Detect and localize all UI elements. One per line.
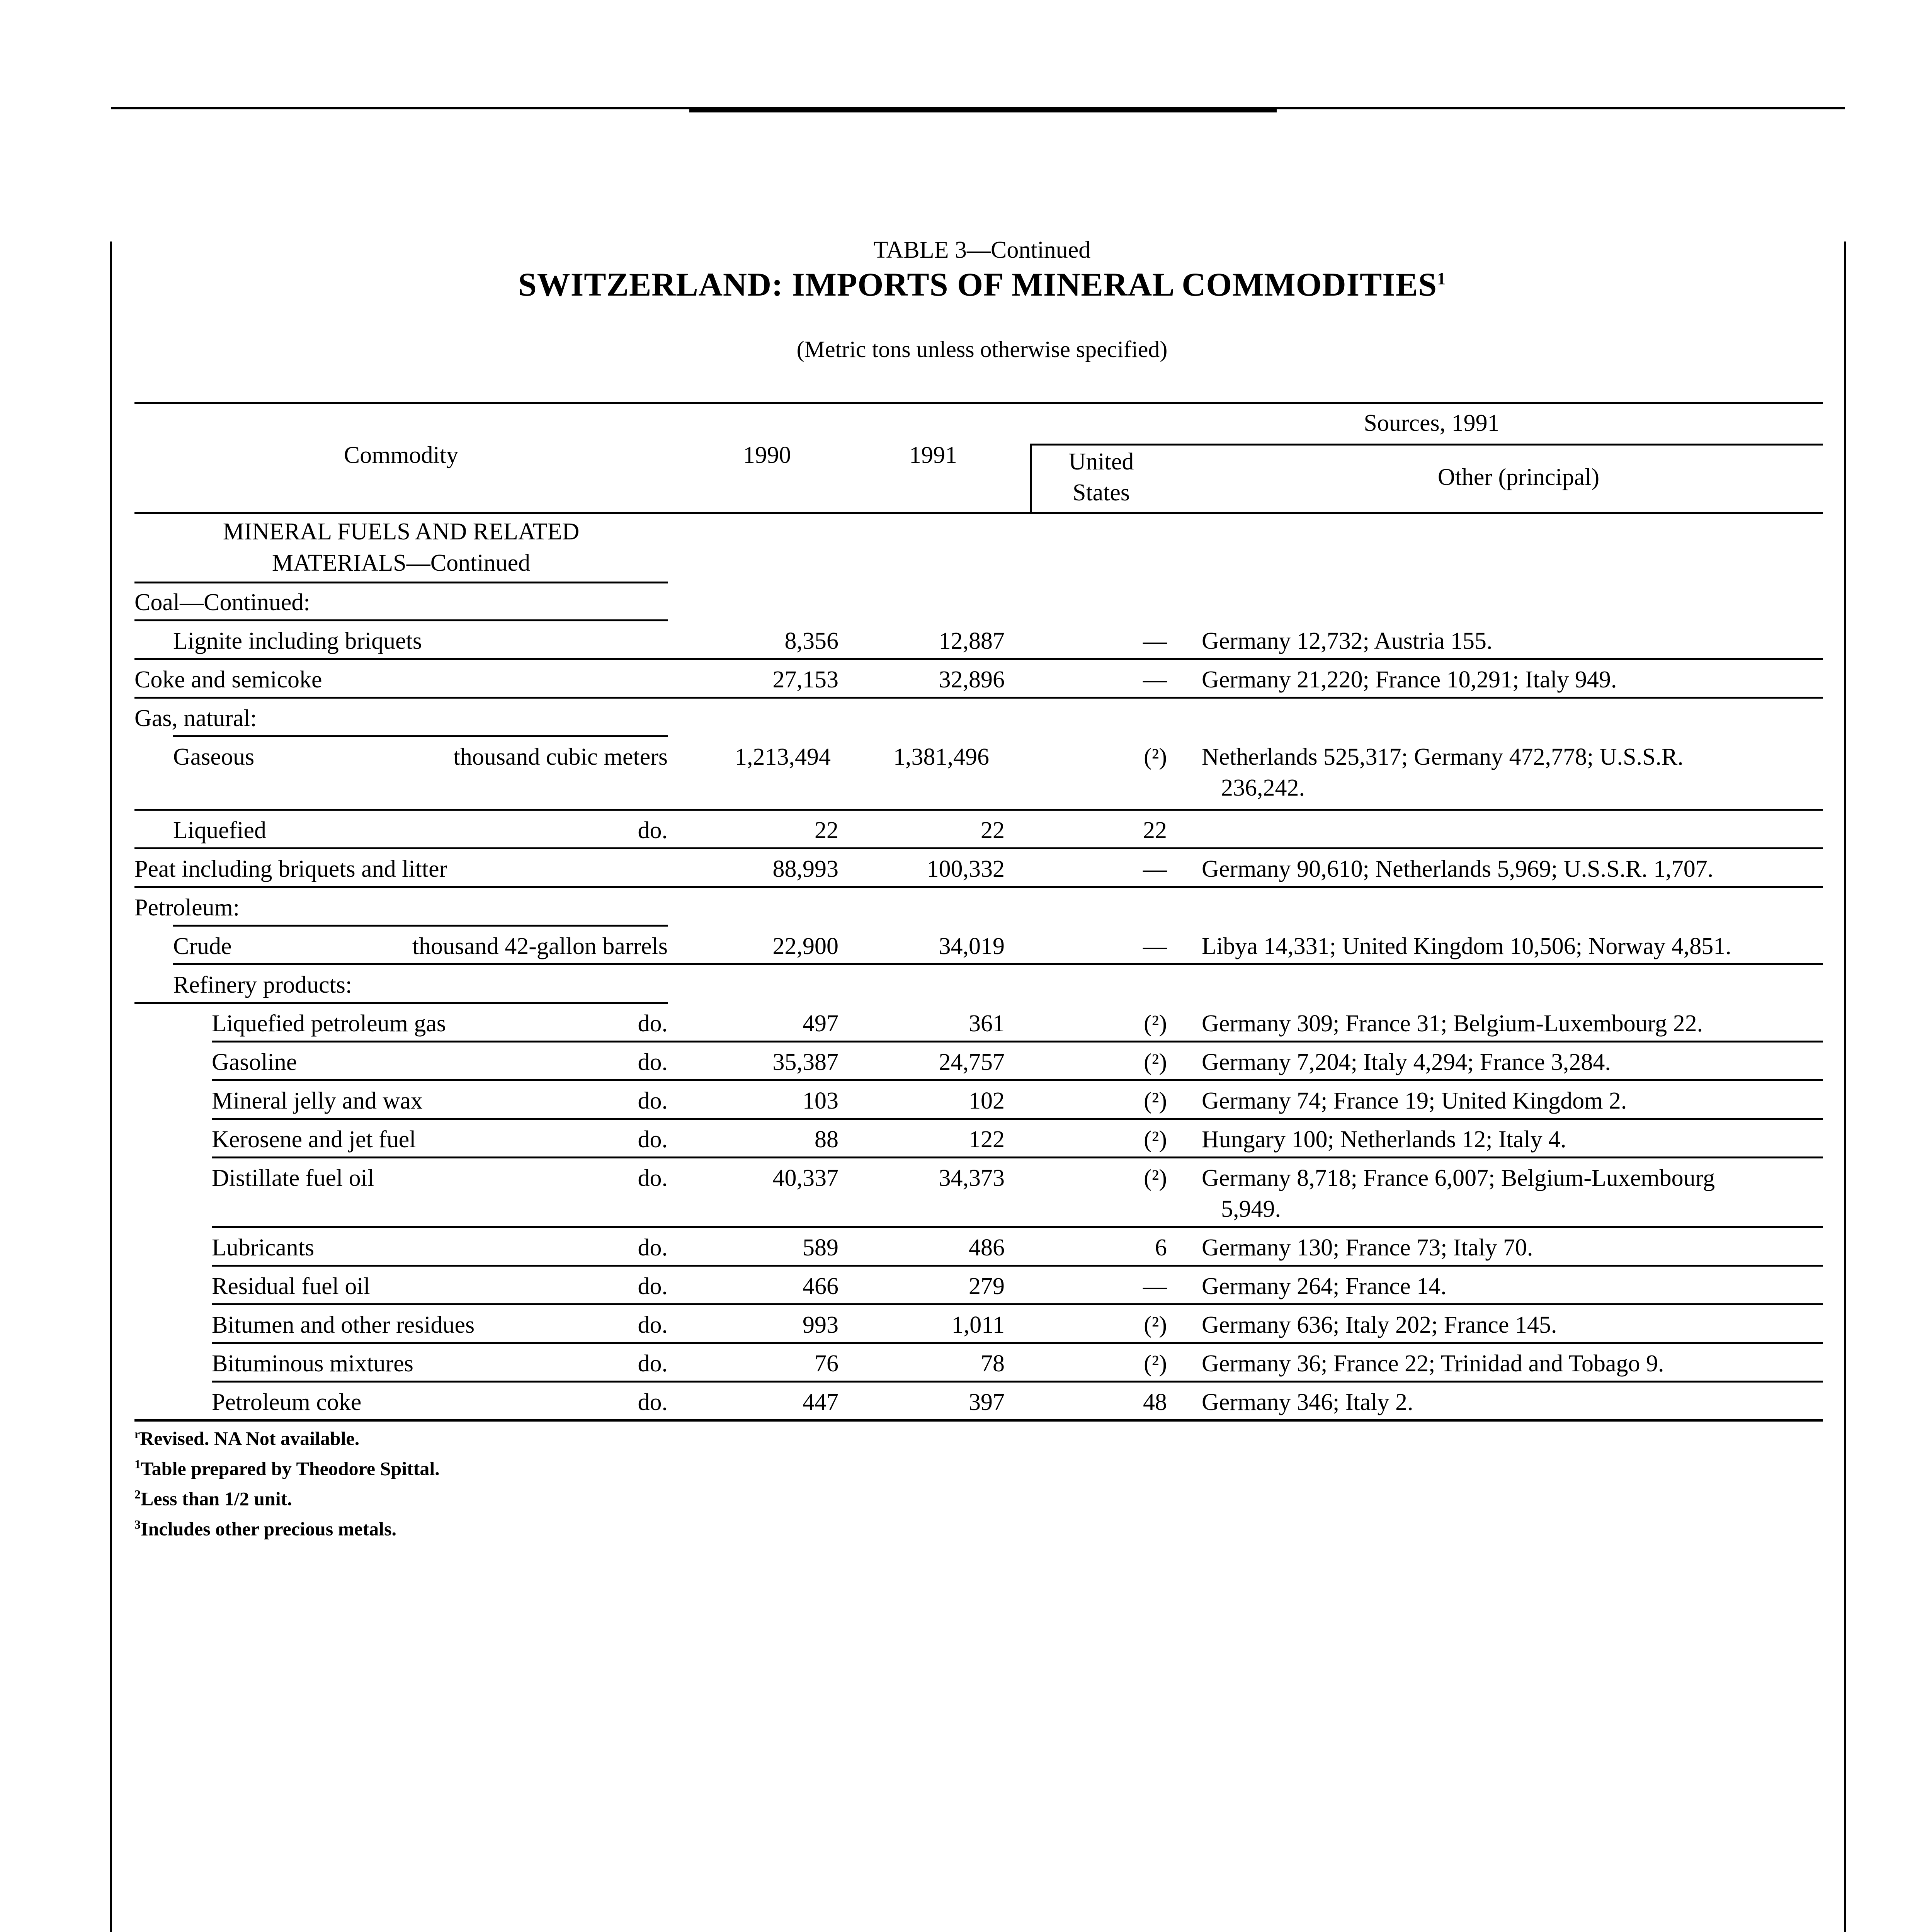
refinery-rule bbox=[134, 1002, 668, 1004]
row-rule bbox=[134, 809, 1823, 811]
row-residual-name: Residual fuel oil bbox=[212, 1273, 370, 1299]
row-petcoke-other: Germany 346; Italy 2. bbox=[1202, 1389, 1413, 1415]
row-gasoline-1990: 35,387 bbox=[772, 1049, 838, 1075]
row-coke-name: Coke and semicoke bbox=[134, 667, 322, 693]
row-residual-other: Germany 264; France 14. bbox=[1202, 1273, 1447, 1299]
row-gasoline-us: (²) bbox=[1144, 1049, 1167, 1075]
row-distillate-unit: do. bbox=[638, 1165, 668, 1191]
footnote-3 bbox=[134, 1517, 396, 1540]
title-footnote-mark: 1 bbox=[1437, 269, 1446, 288]
row-petcoke-name: Petroleum coke bbox=[212, 1389, 362, 1415]
right-margin-rule bbox=[1844, 242, 1846, 1932]
row-kerosene-us: (²) bbox=[1144, 1126, 1167, 1153]
row-rule bbox=[134, 697, 1823, 699]
row-petcoke-1990: 447 bbox=[803, 1389, 838, 1415]
row-lubricants-us: 6 bbox=[1155, 1235, 1167, 1261]
row-liquefied-unit: do. bbox=[638, 817, 668, 844]
petroleum-rule bbox=[173, 925, 668, 927]
row-residual-1991: 279 bbox=[969, 1273, 1005, 1299]
row-peat-name: Peat including briquets and litter bbox=[134, 856, 447, 882]
row-crude-1991: 34,019 bbox=[939, 933, 1005, 959]
header-united: United bbox=[1068, 449, 1134, 475]
footnote-mark: 3 bbox=[134, 1517, 141, 1531]
row-gaseous-name: Gaseous bbox=[173, 744, 255, 770]
row-peat-us: — bbox=[1143, 856, 1167, 882]
row-distillate-name: Distillate fuel oil bbox=[212, 1165, 374, 1191]
row-lpg-us: (²) bbox=[1144, 1010, 1167, 1037]
table-title-text: SWITZERLAND: IMPORTS OF MINERAL COMMODITIES bbox=[518, 266, 1437, 303]
row-rule bbox=[212, 1041, 1823, 1043]
row-coke-other: Germany 21,220; France 10,291; Italy 949. bbox=[1202, 667, 1617, 693]
row-distillate-other-cont: 5,949. bbox=[1221, 1196, 1281, 1222]
row-bitumen-1991: 1,011 bbox=[951, 1312, 1005, 1338]
row-jelly-unit: do. bbox=[638, 1088, 668, 1114]
row-gasoline-unit: do. bbox=[638, 1049, 668, 1075]
row-peat-1990: 88,993 bbox=[772, 856, 838, 882]
row-rule bbox=[212, 1226, 1823, 1228]
footnote-text: Revised. NA Not available. bbox=[140, 1427, 360, 1449]
row-lignite-1990: 8,356 bbox=[784, 628, 838, 654]
row-liquefied-name: Liquefied bbox=[173, 817, 267, 844]
row-jelly-us: (²) bbox=[1144, 1088, 1167, 1114]
row-bituminous-1990: 76 bbox=[815, 1350, 838, 1377]
header-states: States bbox=[1072, 480, 1130, 506]
row-lignite-name: Lignite including briquets bbox=[173, 628, 422, 654]
row-gaseous-unit: thousand cubic meters bbox=[453, 744, 668, 770]
header-commodity: Commodity bbox=[344, 442, 459, 468]
row-rule bbox=[134, 847, 1823, 849]
footnote-text: Includes other precious metals. bbox=[141, 1518, 397, 1540]
row-lpg-name: Liquefied petroleum gas bbox=[212, 1010, 446, 1037]
row-crude-1990: 22,900 bbox=[772, 933, 838, 959]
us-column-divider bbox=[1030, 444, 1032, 513]
header-sources: Sources, 1991 bbox=[1364, 410, 1500, 436]
row-crude-other: Libya 14,331; United Kingdom 10,506; Norway 4,851. bbox=[1202, 933, 1731, 959]
footnote-mark: 1 bbox=[134, 1457, 141, 1471]
row-gaseous-1991: 1,381,496 bbox=[893, 744, 989, 770]
row-jelly-1991: 102 bbox=[969, 1088, 1005, 1114]
sources-rule bbox=[1030, 444, 1823, 446]
header-bottom-rule bbox=[134, 512, 1823, 514]
footnote-text: Less than 1/2 unit. bbox=[141, 1488, 292, 1510]
header-1990: 1990 bbox=[743, 442, 791, 468]
row-distillate-us: (²) bbox=[1144, 1165, 1167, 1191]
row-lignite-1991: 12,887 bbox=[939, 628, 1005, 654]
row-distillate-other: Germany 8,718; France 6,007; Belgium-Luxembourg bbox=[1202, 1165, 1715, 1191]
row-rule bbox=[212, 1265, 1823, 1267]
row-rule bbox=[134, 886, 1823, 888]
left-margin-rule bbox=[110, 242, 112, 1932]
row-liquefied-1991: 22 bbox=[981, 817, 1005, 844]
row-bitumen-name: Bitumen and other residues bbox=[212, 1312, 475, 1338]
row-residual-1990: 466 bbox=[803, 1273, 838, 1299]
row-bitumen-unit: do. bbox=[638, 1312, 668, 1338]
footnote-text: Table prepared by Theodore Spittal. bbox=[141, 1458, 440, 1480]
section-rule bbox=[134, 582, 668, 583]
row-coke-1990: 27,153 bbox=[772, 667, 838, 693]
row-lpg-1990: 497 bbox=[803, 1010, 838, 1037]
row-rule bbox=[212, 1118, 1823, 1120]
row-gaseous-us: (²) bbox=[1144, 744, 1167, 770]
row-petcoke-unit: do. bbox=[638, 1389, 668, 1415]
row-rule bbox=[212, 1342, 1823, 1344]
header-top-rule bbox=[134, 402, 1823, 404]
row-jelly-1990: 103 bbox=[803, 1088, 838, 1114]
row-peat-other: Germany 90,610; Netherlands 5,969; U.S.S.R. 1,707. bbox=[1202, 856, 1714, 882]
row-crude-unit: thousand 42-gallon barrels bbox=[412, 933, 668, 959]
row-kerosene-1990: 88 bbox=[815, 1126, 838, 1153]
row-kerosene-name: Kerosene and jet fuel bbox=[212, 1126, 416, 1153]
row-gasoline-1991: 24,757 bbox=[939, 1049, 1005, 1075]
row-residual-us: — bbox=[1143, 1273, 1167, 1299]
row-bituminous-unit: do. bbox=[638, 1350, 668, 1377]
section-coal: Coal—Continued: bbox=[134, 589, 310, 616]
row-bituminous-us: (²) bbox=[1144, 1350, 1167, 1377]
row-gasoline-name: Gasoline bbox=[212, 1049, 297, 1075]
footnote-mark: r bbox=[134, 1427, 140, 1441]
footnote-1 bbox=[134, 1457, 440, 1480]
row-rule bbox=[134, 658, 1823, 660]
row-coke-us: — bbox=[1143, 667, 1167, 693]
row-bitumen-other: Germany 636; Italy 202; France 145. bbox=[1202, 1312, 1557, 1338]
coal-rule bbox=[134, 619, 668, 621]
row-liquefied-1990: 22 bbox=[815, 817, 838, 844]
row-lubricants-unit: do. bbox=[638, 1235, 668, 1261]
section-mineral-fuels-line2: MATERIALS—Continued bbox=[272, 550, 531, 576]
table-caption: TABLE 3—Continued bbox=[873, 237, 1091, 263]
row-lubricants-name: Lubricants bbox=[212, 1235, 315, 1261]
row-bitumen-1990: 993 bbox=[803, 1312, 838, 1338]
row-rule bbox=[212, 1381, 1823, 1383]
row-jelly-other: Germany 74; France 19; United Kingdom 2. bbox=[1202, 1088, 1627, 1114]
row-gaseous-1990: 1,213,494 bbox=[735, 744, 831, 770]
row-crude-name: Crude bbox=[173, 933, 232, 959]
table-bottom-rule bbox=[134, 1419, 1823, 1422]
row-crude-us: — bbox=[1143, 933, 1167, 959]
row-distillate-1991: 34,373 bbox=[939, 1165, 1005, 1191]
row-bituminous-other: Germany 36; France 22; Trinidad and Tobago 9. bbox=[1202, 1350, 1664, 1377]
row-bituminous-1991: 78 bbox=[981, 1350, 1005, 1377]
row-kerosene-1991: 122 bbox=[969, 1126, 1005, 1153]
row-peat-1991: 100,332 bbox=[927, 856, 1005, 882]
row-gasoline-other: Germany 7,204; Italy 4,294; France 3,284. bbox=[1202, 1049, 1611, 1075]
row-lignite-other: Germany 12,732; Austria 155. bbox=[1202, 628, 1493, 654]
section-refinery-products: Refinery products: bbox=[173, 972, 352, 998]
row-distillate-1990: 40,337 bbox=[772, 1165, 838, 1191]
row-rule bbox=[212, 1156, 1823, 1158]
row-residual-unit: do. bbox=[638, 1273, 668, 1299]
header-1991: 1991 bbox=[909, 442, 957, 468]
row-lpg-other: Germany 309; France 31; Belgium-Luxembourg 22. bbox=[1202, 1010, 1703, 1037]
row-liquefied-us: 22 bbox=[1143, 817, 1167, 844]
row-bituminous-name: Bituminous mixtures bbox=[212, 1350, 413, 1377]
section-mineral-fuels-line1: MINERAL FUELS AND RELATED bbox=[223, 519, 580, 545]
row-lubricants-1991: 486 bbox=[969, 1235, 1005, 1261]
row-lubricants-other: Germany 130; France 73; Italy 70. bbox=[1202, 1235, 1533, 1261]
row-lubricants-1990: 589 bbox=[803, 1235, 838, 1261]
header-other: Other (principal) bbox=[1437, 464, 1600, 490]
row-gaseous-other: Netherlands 525,317; Germany 472,778; U.S.S.R. bbox=[1202, 744, 1684, 770]
row-jelly-name: Mineral jelly and wax bbox=[212, 1088, 423, 1114]
row-lpg-unit: do. bbox=[638, 1010, 668, 1037]
row-rule bbox=[212, 1079, 1823, 1081]
footnote-mark: 2 bbox=[134, 1487, 141, 1501]
row-kerosene-unit: do. bbox=[638, 1126, 668, 1153]
row-coke-1991: 32,896 bbox=[939, 667, 1005, 693]
row-petcoke-us: 48 bbox=[1143, 1389, 1167, 1415]
footnote-2 bbox=[134, 1487, 292, 1510]
section-gas: Gas, natural: bbox=[134, 705, 257, 731]
footnote-revised bbox=[134, 1427, 359, 1450]
row-kerosene-other: Hungary 100; Netherlands 12; Italy 4. bbox=[1202, 1126, 1566, 1153]
row-bitumen-us: (²) bbox=[1144, 1312, 1167, 1338]
row-lpg-1991: 361 bbox=[969, 1010, 1005, 1037]
table-subtitle: (Metric tons unless otherwise specified) bbox=[796, 337, 1168, 362]
row-petcoke-1991: 397 bbox=[969, 1389, 1005, 1415]
row-lignite-us: — bbox=[1143, 628, 1167, 654]
row-rule bbox=[212, 1303, 1823, 1305]
gas-rule bbox=[173, 735, 668, 737]
table-title bbox=[0, 265, 1932, 304]
row-rule bbox=[173, 963, 1823, 965]
row-gaseous-other-cont: 236,242. bbox=[1221, 775, 1305, 801]
top-rule-accent bbox=[689, 107, 1277, 112]
section-petroleum: Petroleum: bbox=[134, 895, 240, 921]
